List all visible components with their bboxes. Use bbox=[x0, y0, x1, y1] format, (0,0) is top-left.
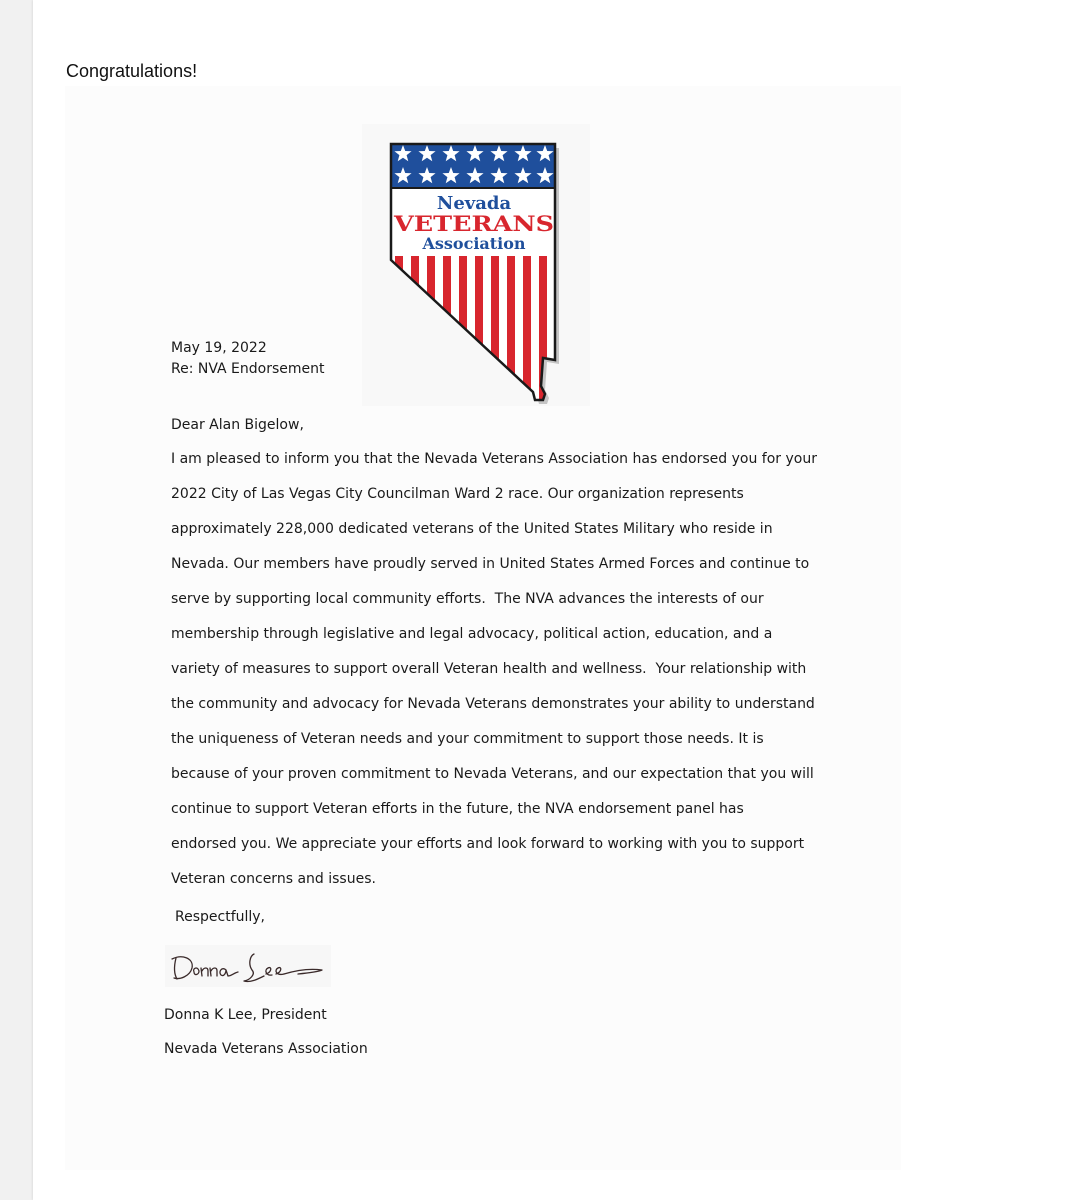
body-line: because of your proven commitment to Nevada Veterans, and our expectation that you will bbox=[171, 766, 814, 782]
body-line: continue to support Veteran efforts in the future, the NVA endorsement panel has bbox=[171, 801, 744, 817]
body-line: membership through legislative and legal advocacy, political action, education, and a bbox=[171, 626, 773, 642]
letter-closing: Respectfully, bbox=[175, 909, 266, 925]
handwritten-signature bbox=[168, 946, 328, 986]
red-stripe bbox=[491, 256, 499, 404]
body-line: serve by supporting local community efforts. The NVA advances the interests of our bbox=[171, 591, 764, 607]
body-line: I am pleased to inform you that the Nevada Veterans Association has endorsed you for your bbox=[171, 451, 817, 467]
body-line: approximately 228,000 dedicated veterans of the United States Military who reside in bbox=[171, 521, 773, 537]
letter-subject: Re: NVA Endorsement bbox=[171, 361, 325, 377]
signer-organization: Nevada Veterans Association bbox=[164, 1041, 368, 1057]
letter-salutation: Dear Alan Bigelow, bbox=[171, 417, 304, 433]
red-stripe bbox=[443, 256, 451, 404]
body-line: Nevada. Our members have proudly served in United States Armed Forces and continue to bbox=[171, 556, 810, 572]
body-line: endorsed you. We appreciate your efforts and look forward to working with you to support bbox=[171, 836, 805, 852]
body-line: the community and advocacy for Nevada Veterans demonstrates your ability to understand bbox=[171, 696, 815, 712]
body-line: the uniqueness of Veteran needs and your commitment to support those needs. It is bbox=[171, 731, 764, 747]
signer-name: Donna K Lee, President bbox=[164, 1007, 327, 1023]
red-stripe bbox=[427, 256, 435, 404]
red-stripe bbox=[395, 256, 403, 404]
red-stripe bbox=[523, 256, 531, 404]
logo-line-3: Association bbox=[422, 234, 526, 253]
nevada-veterans-association-logo bbox=[385, 138, 565, 404]
page-heading: Congratulations! bbox=[66, 61, 198, 81]
letter-date: May 19, 2022 bbox=[171, 340, 267, 356]
red-stripe bbox=[475, 256, 483, 404]
body-line: variety of measures to support overall Veteran health and wellness. Your relationship with bbox=[171, 661, 807, 677]
body-line: Veteran concerns and issues. bbox=[171, 871, 376, 887]
red-stripe bbox=[507, 256, 515, 404]
logo-line-1: Nevada bbox=[436, 193, 512, 214]
logo-line-2: VETERANS bbox=[392, 211, 554, 236]
body-line: 2022 City of Las Vegas City Councilman Ward 2 race. Our organization represents bbox=[171, 486, 744, 502]
